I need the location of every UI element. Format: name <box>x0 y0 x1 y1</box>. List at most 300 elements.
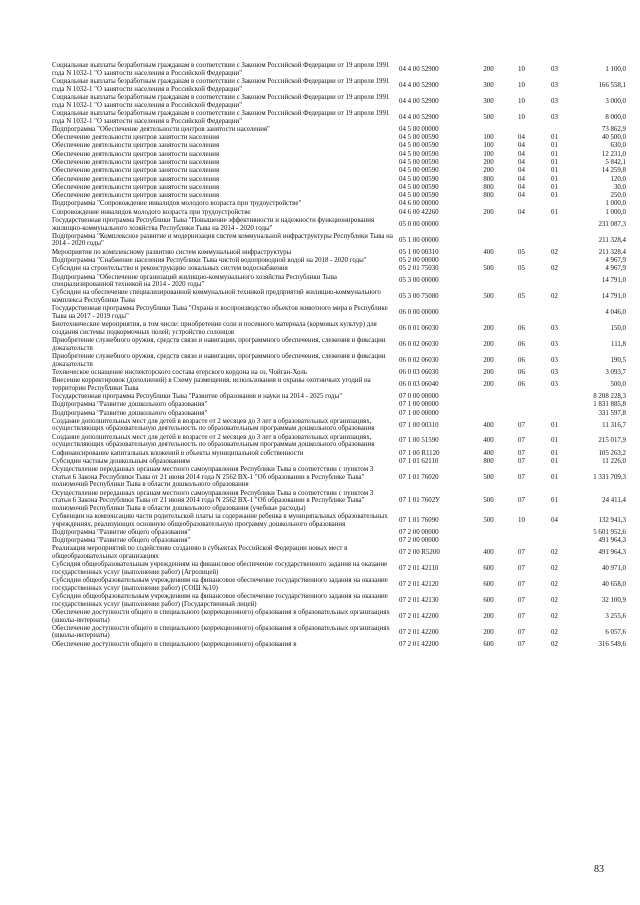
row-code-cell: 05 3 00 00000 <box>399 277 439 285</box>
row-expense-type-cell: 800 <box>483 192 494 200</box>
row-section-cell: 05 <box>518 248 525 256</box>
row-code-cell: 07 1 00 00310 <box>399 421 439 429</box>
row-amount-cell: 215 017,9 <box>598 437 626 445</box>
row-code-cell: 04 5 00 00590 <box>399 167 439 175</box>
row-subsection-cell: 03 <box>551 82 558 90</box>
row-section-cell: 04 <box>518 158 525 166</box>
table-row <box>52 337 627 353</box>
table-row <box>52 529 627 537</box>
row-expense-type-cell: 500 <box>483 516 494 524</box>
row-subsection-cell: 03 <box>551 356 558 364</box>
row-amount-cell: 14 259,8 <box>601 167 626 175</box>
row-subsection-cell <box>538 537 571 545</box>
row-expense-type-cell: 800 <box>483 175 494 183</box>
row-amount-cell: 4 046,0 <box>605 309 626 317</box>
row-name-cell: Государственная программа Республики Тыва "Охрана и воспроизводство объектов животного мира в Республике Тыва на 2017 - 2019 годы" <box>52 305 388 320</box>
row-name-cell: Подпрограмма "Развитие дошкольного образования" <box>52 401 208 409</box>
row-code-cell: 04 6 00 42260 <box>399 208 439 216</box>
row-code-cell: 05 2 01 75030 <box>399 265 439 273</box>
table-row <box>52 377 627 393</box>
row-expense-type-cell: 200 <box>483 324 494 332</box>
row-expense-type-cell: 400 <box>483 437 494 445</box>
table-row <box>52 561 627 577</box>
row-expense-type-cell <box>472 401 505 409</box>
row-code-cell: 07 1 01 62110 <box>399 457 439 465</box>
row-expense-type-cell: 200 <box>483 158 494 166</box>
row-subsection-cell: 02 <box>551 640 558 648</box>
row-section-cell: 07 <box>518 437 525 445</box>
table-row <box>52 217 627 233</box>
row-expense-type-cell <box>472 126 505 134</box>
row-subsection-cell: 02 <box>551 549 558 557</box>
table-row <box>52 321 627 337</box>
row-name-cell: Обеспечение деятельности центров занятости населения <box>52 167 220 175</box>
row-name-cell: Социальные выплаты безработным гражданам в соответствии с Законом Российской Федерации от 19 апреля 1991 года N 1032-1 "О занятости населения в Российской Федерации" <box>52 94 390 109</box>
row-name-cell: Субсидии на строительство и реконструкцию локальных систем водоснабжения <box>52 265 288 273</box>
row-amount-cell: 190,5 <box>610 356 626 364</box>
row-section-cell <box>505 409 538 417</box>
row-subsection-cell: 01 <box>551 192 558 200</box>
row-amount-cell: 40 500,0 <box>601 134 626 142</box>
row-amount-cell: 500,0 <box>610 380 626 388</box>
row-subsection-cell <box>538 305 571 321</box>
row-name-cell: Обеспечение деятельности центров занятости населения <box>52 142 220 150</box>
row-subsection-cell <box>538 401 571 409</box>
row-code-cell: 07 1 00 00000 <box>399 401 439 409</box>
table-row <box>52 433 627 449</box>
row-code-cell: 04 4 00 52900 <box>399 97 439 105</box>
row-section-cell: 10 <box>518 113 525 121</box>
row-name-cell: Подпрограмма "Обеспечение организаций жилищно-коммунального хозяйства Республики Тыва специализированной техникой на 2014 - 2020 годы" <box>52 273 337 289</box>
row-code-cell: 05 3 00 75080 <box>399 293 439 301</box>
row-code-cell: 06 0 02 06030 <box>399 340 439 348</box>
row-name-cell: Подпрограмма "Сопровождение инвалидов молодого возраста при трудоустройстве" <box>52 200 302 208</box>
row-expense-type-cell: 500 <box>483 113 494 121</box>
row-expense-type-cell: 500 <box>483 293 494 301</box>
budget-table-body <box>52 62 627 649</box>
row-section-cell: 04 <box>518 142 525 150</box>
row-code-cell: 04 6 00 00000 <box>399 200 439 208</box>
row-subsection-cell <box>538 232 571 248</box>
row-subsection-cell: 03 <box>551 113 558 121</box>
row-amount-cell: 40 658,0 <box>601 581 626 589</box>
row-expense-type-cell <box>472 232 505 248</box>
row-section-cell: 04 <box>518 192 525 200</box>
row-name-cell: Обеспечение доступности общего и специального (коррекционного) образования в образовательных организациях (школы-интернаты) <box>52 608 390 624</box>
table-row <box>52 200 627 208</box>
table-row <box>52 577 627 593</box>
row-amount-cell: 166 558,1 <box>598 82 626 90</box>
table-row <box>52 489 627 512</box>
table-row <box>52 159 627 167</box>
row-amount-cell: 8 208 228,3 <box>593 392 626 400</box>
row-expense-type-cell: 600 <box>483 596 494 604</box>
row-subsection-cell: 02 <box>551 265 558 273</box>
row-code-cell: 05 0 00 00000 <box>399 220 439 228</box>
row-amount-cell: 1 100,0 <box>605 66 626 74</box>
row-subsection-cell: 01 <box>551 457 558 465</box>
row-section-cell: 07 <box>518 612 525 620</box>
row-subsection-cell: 01 <box>551 421 558 429</box>
row-subsection-cell: 03 <box>551 340 558 348</box>
row-expense-type-cell: 200 <box>483 167 494 175</box>
row-amount-cell: 12 231,0 <box>601 150 626 158</box>
table-row <box>52 257 627 265</box>
table-row <box>52 393 627 401</box>
row-subsection-cell: 02 <box>551 565 558 573</box>
row-code-cell: 07 1 01 76090 <box>399 516 439 524</box>
row-name-cell: Государственная программа Республики Тыва "Развитие образования и науки на 2014 - 2025 годы" <box>52 392 343 400</box>
row-code-cell: 06 0 03 06040 <box>399 380 439 388</box>
row-amount-cell: 32 100,9 <box>601 596 626 604</box>
row-name-cell: Субсидия общеобразовательным учреждениям на финансовое обеспечение государственного задания на оказание государственных услуг (выполнение работ) (Агролицей) <box>52 561 388 576</box>
row-section-cell <box>505 305 538 321</box>
row-code-cell: 07 1 00 00000 <box>399 409 439 417</box>
row-amount-cell: 11 316,7 <box>602 421 626 429</box>
row-name-cell: Софинансирование капитальных вложений в объекты муниципальной собственности <box>52 449 304 457</box>
table-row <box>52 273 627 289</box>
row-code-cell: 07 2 01 42110 <box>399 565 439 573</box>
row-expense-type-cell <box>472 217 505 233</box>
row-amount-cell: 132 941,3 <box>598 516 626 524</box>
row-subsection-cell <box>538 126 571 134</box>
row-name-cell: Государственная программа Республики Тыва "Повышение эффективности и надежности функционирования жилищно-коммунального хозяйства Республики Тыва на 2014 - 2020 годы" <box>52 216 375 232</box>
row-subsection-cell: 03 <box>551 368 558 376</box>
row-expense-type-cell: 500 <box>483 265 494 273</box>
row-name-cell: Обеспечение деятельности центров занятости населения <box>52 134 220 142</box>
row-section-cell: 04 <box>518 134 525 142</box>
row-amount-cell: 4 967,9 <box>605 256 626 264</box>
row-name-cell: Мероприятия по комплексному развитию систем коммунальной инфраструктуры <box>52 248 292 256</box>
row-amount-cell: 120,0 <box>610 175 626 183</box>
row-subsection-cell: 01 <box>551 437 558 445</box>
table-row <box>52 208 627 216</box>
row-expense-type-cell: 400 <box>483 421 494 429</box>
row-subsection-cell: 01 <box>551 158 558 166</box>
table-row <box>52 134 627 142</box>
row-subsection-cell <box>538 393 571 401</box>
row-section-cell: 07 <box>518 596 525 604</box>
row-section-cell: 07 <box>518 640 525 648</box>
row-amount-cell: 1 000,0 <box>605 208 626 216</box>
row-expense-type-cell <box>472 273 505 289</box>
row-amount-cell: 8 000,0 <box>605 113 626 121</box>
row-section-cell: 10 <box>518 66 525 74</box>
row-name-cell: Социальные выплаты безработным гражданам в соответствии с Законом Российской Федерации от 19 апреля 1991 года N 1032-1 "О занятости населения в Российской Федерации" <box>52 62 390 77</box>
row-code-cell: 07 2 01 42120 <box>399 581 439 589</box>
table-row <box>52 62 627 78</box>
row-expense-type-cell <box>472 537 505 545</box>
row-amount-cell: 73 862,9 <box>601 125 626 133</box>
row-code-cell: 06 0 03 06030 <box>399 368 439 376</box>
row-section-cell: 06 <box>518 368 525 376</box>
row-name-cell: Подпрограмма "Развитие дошкольного образования" <box>52 409 208 417</box>
row-subsection-cell <box>538 257 571 265</box>
table-row <box>52 409 627 417</box>
row-code-cell: 07 2 01 42200 <box>399 612 439 620</box>
row-subsection-cell: 03 <box>551 66 558 74</box>
table-row <box>52 232 627 248</box>
row-name-cell: Создание дополнительных мест для детей в возрасте от 2 месяцев до 3 лет в образовательных организациях, осуществляющих образовательную деятельность по образовательным программам дошкольного образования <box>52 417 375 433</box>
row-subsection-cell: 01 <box>551 497 558 505</box>
table-row <box>52 466 627 489</box>
row-subsection-cell <box>538 529 571 537</box>
row-subsection-cell: 02 <box>551 248 558 256</box>
row-section-cell: 05 <box>518 293 525 301</box>
budget-table-container <box>52 62 627 649</box>
table-row <box>52 265 627 273</box>
row-section-cell: 04 <box>518 167 525 175</box>
row-code-cell: 07 2 00 R5200 <box>399 549 440 557</box>
row-subsection-cell: 03 <box>551 324 558 332</box>
row-amount-cell: 211 328,4 <box>598 236 626 244</box>
row-name-cell: Приобретение служебного оружия, средств связи и навигации, программного обеспечения, слежения и фиксации доказательств <box>52 352 386 368</box>
row-subsection-cell <box>538 217 571 233</box>
row-expense-type-cell: 200 <box>483 208 494 216</box>
row-code-cell: 07 2 00 00000 <box>399 528 439 536</box>
row-code-cell: 06 0 00 00000 <box>399 309 439 317</box>
row-amount-cell: 11 226,0 <box>602 457 626 465</box>
page-number: 83 <box>594 864 604 875</box>
row-amount-cell: 331 597,8 <box>598 409 626 417</box>
row-code-cell: 07 2 01 42200 <box>399 640 439 648</box>
row-section-cell <box>505 217 538 233</box>
row-amount-cell: 30,0 <box>613 183 626 191</box>
row-expense-type-cell: 500 <box>483 473 494 481</box>
row-name-cell: Субсидии частным дошкольным образованиям <box>52 457 190 465</box>
row-code-cell: 07 0 00 00000 <box>399 392 439 400</box>
table-row <box>52 545 627 561</box>
row-section-cell <box>505 273 538 289</box>
row-name-cell: Субсидии общеобразовательным учреждениям на финансовое обеспечение государственного задания на оказание государственных услуг (выполнение работ) (Государственный лицей) <box>52 593 388 608</box>
row-amount-cell: 4 967,9 <box>605 265 626 273</box>
table-row <box>52 513 627 529</box>
row-section-cell: 10 <box>518 82 525 90</box>
row-section-cell <box>505 529 538 537</box>
row-code-cell: 04 5 00 00590 <box>399 183 439 191</box>
row-name-cell: Реализация мероприятий по содействию созданию в субъектах Российской Федерации новых мест в общеобразовательных организациях <box>52 545 348 561</box>
row-amount-cell: 211 328,4 <box>598 248 626 256</box>
table-row <box>52 94 627 110</box>
row-amount-cell: 491 964,3 <box>598 549 626 557</box>
row-amount-cell: 1 000,0 <box>605 200 626 208</box>
row-expense-type-cell: 600 <box>483 581 494 589</box>
row-amount-cell: 105 263,2 <box>598 449 626 457</box>
row-code-cell: 04 5 00 00590 <box>399 142 439 150</box>
row-expense-type-cell: 100 <box>483 142 494 150</box>
row-subsection-cell: 01 <box>551 150 558 158</box>
table-row <box>52 368 627 376</box>
row-section-cell <box>505 200 538 208</box>
row-expense-type-cell: 200 <box>483 368 494 376</box>
row-code-cell: 06 0 01 06030 <box>399 324 439 332</box>
row-section-cell: 06 <box>518 324 525 332</box>
row-section-cell: 06 <box>518 356 525 364</box>
row-amount-cell: 5 601 952,6 <box>593 528 626 536</box>
row-section-cell <box>505 126 538 134</box>
row-section-cell: 06 <box>518 340 525 348</box>
row-amount-cell: 1 331 709,3 <box>593 473 626 481</box>
row-name-cell: Социальные выплаты безработным гражданам в соответствии с Законом Российской Федерации от 19 апреля 1991 года N 1032-1 "О занятости населения в Российской Федерации" <box>52 78 390 93</box>
row-section-cell: 07 <box>518 473 525 481</box>
table-row <box>52 537 627 545</box>
row-amount-cell: 316 549,6 <box>598 640 626 648</box>
table-row <box>52 609 627 625</box>
table-row <box>52 150 627 158</box>
row-name-cell: Подпрограмма "Комплексное развитие и модернизация систем коммунальной инфраструктуры Республики Тыва на 2014 - 2020 годы" <box>52 232 393 248</box>
row-expense-type-cell: 800 <box>483 183 494 191</box>
row-code-cell: 04 4 00 52900 <box>399 66 439 74</box>
row-subsection-cell: 03 <box>551 97 558 105</box>
row-section-cell: 07 <box>518 449 525 457</box>
table-row <box>52 142 627 150</box>
row-expense-type-cell: 200 <box>483 66 494 74</box>
row-subsection-cell <box>538 273 571 289</box>
table-row <box>52 640 627 648</box>
row-code-cell: 05 1 00 00310 <box>399 248 439 256</box>
row-subsection-cell: 01 <box>551 134 558 142</box>
row-section-cell <box>505 257 538 265</box>
row-expense-type-cell: 300 <box>483 82 494 90</box>
row-name-cell: Субсидии на обеспечение специализированной коммунальной техникой предприятий жилищно-коммунального комплекса Республики Тыва <box>52 289 381 304</box>
row-code-cell: 07 2 01 42200 <box>399 628 439 636</box>
row-amount-cell: 491 964,3 <box>598 537 626 545</box>
row-subsection-cell: 02 <box>551 628 558 636</box>
row-expense-type-cell: 200 <box>483 612 494 620</box>
row-name-cell: Обеспечение деятельности центров занятости населения <box>52 175 220 183</box>
row-expense-type-cell: 200 <box>483 340 494 348</box>
row-code-cell: 07 1 01 7602У <box>399 497 441 505</box>
row-subsection-cell: 04 <box>551 516 558 524</box>
row-name-cell: Обеспечение деятельности центров занятости населения <box>52 183 220 191</box>
row-subsection-cell: 01 <box>551 142 558 150</box>
row-name-cell: Подпрограмма "Снабжение населения Республики Тыва чистой водопроводной водой на 2018 - 2020 годы" <box>52 256 367 264</box>
row-section-cell: 10 <box>518 516 525 524</box>
row-section-cell <box>505 537 538 545</box>
row-section-cell: 04 <box>518 183 525 191</box>
row-name-cell: Подпрограмма "Обеспечение деятельности центров занятости населения" <box>52 125 270 133</box>
row-section-cell: 04 <box>518 208 525 216</box>
row-expense-type-cell: 400 <box>483 549 494 557</box>
budget-table <box>52 62 627 649</box>
row-name-cell: Обеспечение деятельности центров занятости населения <box>52 158 220 166</box>
row-amount-cell: 14 791,0 <box>601 293 626 301</box>
row-amount-cell: 250,0 <box>610 192 626 200</box>
table-row <box>52 175 627 183</box>
table-row <box>52 167 627 175</box>
row-name-cell: Субвенции на компенсацию части родительской платы за содержание ребенка в муниципальных образовательных учреждениях, реализующих основную общеобразовательную программу дошкольного образования <box>52 513 388 528</box>
row-code-cell: 06 0 02 06030 <box>399 356 439 364</box>
row-code-cell: 04 5 00 00590 <box>399 175 439 183</box>
row-expense-type-cell <box>472 305 505 321</box>
row-expense-type-cell <box>472 200 505 208</box>
row-name-cell: Внесение корректировок (дополнений) в Схему размещения, использования и охраны охотничьих угодий на территории Республики Тыва <box>52 377 371 392</box>
row-name-cell: Биотехнические мероприятия, в том числе: приобретение соли и посевного материала (кормовых культур) для создания системы подкормочных полей; устройство солонцов <box>52 321 377 336</box>
row-code-cell: 04 5 00 00000 <box>399 125 439 133</box>
table-row <box>52 183 627 191</box>
row-expense-type-cell: 200 <box>483 628 494 636</box>
row-subsection-cell: 01 <box>551 449 558 457</box>
table-row <box>52 417 627 433</box>
row-name-cell: Техническое оснащение инспекторского состава егерского кордона на оз. Чойган-Холь <box>52 368 308 376</box>
row-amount-cell: 14 791,0 <box>601 277 626 285</box>
row-code-cell: 07 1 01 76020 <box>399 473 439 481</box>
table-row <box>52 126 627 134</box>
row-section-cell: 07 <box>518 457 525 465</box>
row-subsection-cell: 02 <box>551 596 558 604</box>
row-expense-type-cell: 100 <box>483 150 494 158</box>
row-expense-type-cell <box>472 393 505 401</box>
row-expense-type-cell: 200 <box>483 380 494 388</box>
row-expense-type-cell: 300 <box>483 97 494 105</box>
row-amount-cell: 5 842,1 <box>605 158 626 166</box>
table-row <box>52 353 627 369</box>
row-amount-cell: 6 057,6 <box>605 628 626 636</box>
row-expense-type-cell: 600 <box>483 565 494 573</box>
row-section-cell: 07 <box>518 421 525 429</box>
table-row <box>52 625 627 641</box>
row-code-cell: 07 1 00 51590 <box>399 437 439 445</box>
row-amount-cell: 111,8 <box>611 340 626 348</box>
row-name-cell: Обеспечение доступности общего и специального (коррекционного) образования в образовательных организациях (школы-интернаты) <box>52 624 390 640</box>
row-name-cell: Создание дополнительных мест для детей в возрасте от 2 месяцев до 3 лет в образовательных организациях, осуществляющих образовательную деятельность по образовательным программам дошкольного образования <box>52 433 375 449</box>
table-row <box>52 401 627 409</box>
row-subsection-cell: 02 <box>551 612 558 620</box>
row-amount-cell: 1 831 885,8 <box>593 401 626 409</box>
row-code-cell: 07 2 00 00000 <box>399 537 439 545</box>
row-amount-cell: 3 093,7 <box>605 368 626 376</box>
row-section-cell: 10 <box>518 97 525 105</box>
table-row <box>52 449 627 457</box>
row-expense-type-cell: 400 <box>483 248 494 256</box>
row-section-cell: 06 <box>518 380 525 388</box>
row-code-cell: 04 5 00 00590 <box>399 150 439 158</box>
row-section-cell: 07 <box>518 628 525 636</box>
row-code-cell: 04 5 00 00590 <box>399 158 439 166</box>
row-name-cell: Сопровождение инвалидов молодого возраста при трудоустройстве <box>52 208 251 216</box>
row-subsection-cell <box>538 409 571 417</box>
row-amount-cell: 40 971,0 <box>601 565 626 573</box>
row-subsection-cell: 01 <box>551 167 558 175</box>
row-amount-cell: 231 087,3 <box>598 220 626 228</box>
row-expense-type-cell <box>472 257 505 265</box>
row-section-cell: 07 <box>518 565 525 573</box>
row-code-cell: 04 5 00 00590 <box>399 192 439 200</box>
table-row <box>52 78 627 94</box>
row-subsection-cell: 02 <box>551 581 558 589</box>
row-expense-type-cell: 800 <box>483 457 494 465</box>
table-row <box>52 457 627 465</box>
row-name-cell: Подпрограмма "Развитие общего образования" <box>52 528 191 536</box>
row-amount-cell: 3 000,0 <box>605 97 626 105</box>
row-name-cell: Обеспечение деятельности центров занятости населения <box>52 192 220 200</box>
row-section-cell: 07 <box>518 581 525 589</box>
row-subsection-cell: 02 <box>551 293 558 301</box>
row-name-cell: Социальные выплаты безработным гражданам в соответствии с Законом Российской Федерации от 19 апреля 1991 года N 1032-1 "О занятости населения в Российской Федерации" <box>52 109 390 125</box>
row-section-cell: 04 <box>518 150 525 158</box>
row-expense-type-cell: 500 <box>483 497 494 505</box>
row-expense-type-cell <box>472 529 505 537</box>
table-row <box>52 289 627 305</box>
row-amount-cell: 3 255,6 <box>605 612 626 620</box>
row-name-cell: Субсидии общеобразовательным учреждениям на финансовое обеспечение государственного задания на оказание государственных услуг (выполнение работ) (СОШ №10) <box>52 577 388 592</box>
row-subsection-cell: 01 <box>551 183 558 191</box>
row-expense-type-cell <box>472 409 505 417</box>
row-section-cell <box>505 232 538 248</box>
row-expense-type-cell: 200 <box>483 356 494 364</box>
table-row <box>52 110 627 126</box>
table-row <box>52 593 627 609</box>
